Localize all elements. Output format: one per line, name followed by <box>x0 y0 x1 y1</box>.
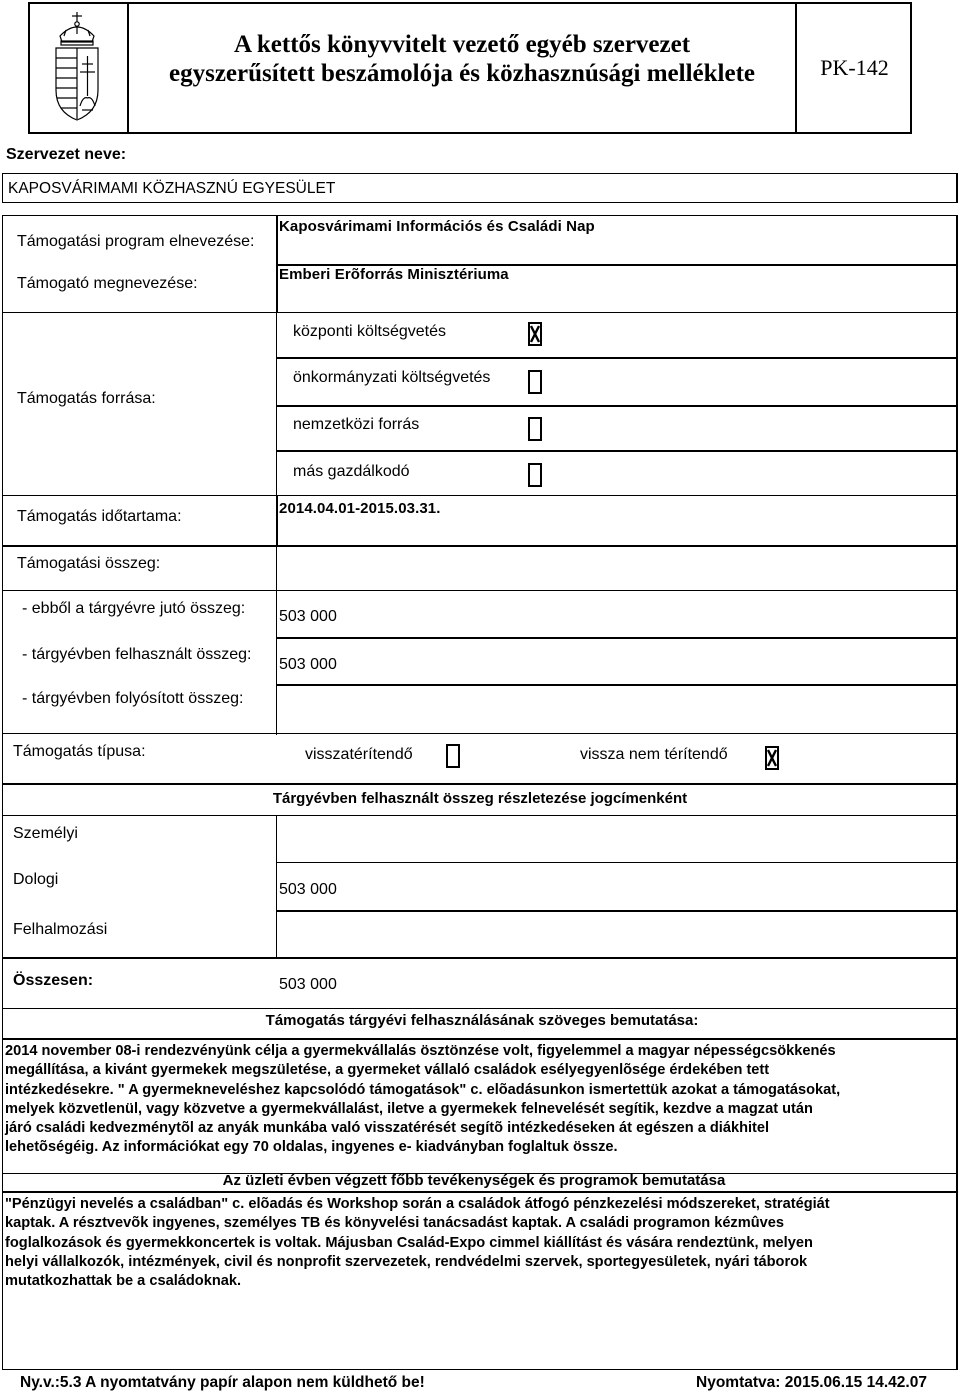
source-central-checkbox[interactable] <box>528 322 542 346</box>
coat-of-arms-icon <box>46 6 108 124</box>
usage-line: járó családi kedvezménytõl az anyák munkába való visszatérését segítõ intézkedéseken át egészen a diákhitel <box>5 1120 770 1137</box>
source-option-central: központi költségvetés <box>293 323 446 340</box>
activities-text <box>5 1195 830 1291</box>
year-amount-value: 503 000 <box>279 608 337 625</box>
form-code: PK-142 <box>820 55 889 80</box>
activities-line: helyi vállalkozók, intézmények, civil és nonprofit szervezetek, rendvédelmi szervek, sportegyesületek, nyári táborok <box>5 1253 808 1270</box>
usage-text <box>5 1042 840 1158</box>
type-refundable-checkbox[interactable] <box>446 744 460 768</box>
org-label: Szervezet neve: <box>6 146 127 163</box>
activities-line: foglalkozások és gyermekkoncertek is voltak. Májusban Család-Expo cimmel kiállítást és vására rendeztünk, melyen <box>5 1234 813 1251</box>
checkmark-x-icon <box>767 748 777 768</box>
footer-print-timestamp: Nyomtatva: 2015.06.15 14.42.07 <box>696 1374 927 1391</box>
source-municipal-checkbox[interactable] <box>528 370 542 394</box>
breakdown-total-value: 503 000 <box>279 976 337 993</box>
activities-line: mutatkozhattak be a családoknak. <box>5 1273 242 1290</box>
duration-label: Támogatás időtartama: <box>17 508 182 525</box>
usage-heading: Támogatás tárgyévi felhasználásának szöveges bemutatása: <box>265 1012 699 1029</box>
usage-line: lehetõségéig. Az információkat egy 70 oldalas, ingyenes e- kiadványban foglaltuk össze. <box>5 1139 618 1156</box>
accumulation-label: Felhalmozási <box>13 921 108 938</box>
program-name-value: Kaposvárimami Információs és Családi Nap <box>279 218 595 235</box>
type-label: Támogatás típusa: <box>13 743 146 760</box>
sponsor-value: Emberi Erõforrás Minisztériuma <box>279 266 509 283</box>
duration-value: 2014.04.01-2015.03.31. <box>279 500 441 517</box>
sponsor-label: Támogató megnevezése: <box>17 275 198 292</box>
breakdown-heading: Tárgyévben felhasznált összeg részletezése jogcímenként <box>272 790 688 807</box>
paid-amount-label: - tárgyévben folyósított összeg: <box>22 690 244 707</box>
usage-line: 2014 november 08-i rendezvényünk célja a gyermekvállalás ösztönzése volt, figyelemmel a magyar népességcsökkenés <box>5 1043 836 1059</box>
source-international-checkbox[interactable] <box>528 417 542 441</box>
org-name: KAPOSVÁRIMAMI KÖZHASZNÚ EGYESÜLET <box>8 180 336 197</box>
activities-line: kaptak. A résztvevõk ingyenes, személyes TB és könyvelési tanácsadást kaptak. A családi programon kézmûves <box>5 1215 784 1232</box>
personal-label: Személyi <box>13 825 78 842</box>
activities-line: "Pénzügyi nevelés a családban" c. elõadás és Workshop során a családok átfogó pénzkezelési módszereket, stratégiát <box>5 1196 830 1212</box>
source-label: Támogatás forrása: <box>17 390 156 407</box>
source-option-other-business: más gazdálkodó <box>293 463 410 480</box>
usage-line: intézkedésekre. " A gyermekneveléshez kapcsolódó támogatások" c. elõadásunkon ismertettük azokat a támogatásokat, <box>5 1081 841 1098</box>
program-name-label: Támogatási program elnevezése: <box>17 233 255 250</box>
source-option-international: nemzetközi forrás <box>293 416 420 433</box>
usage-line: melyek közvetlenül, vagy közvetve a gyermekvállalást, iletve a gyermekek felnevelését segítik, kezdve a magzat után <box>5 1100 813 1117</box>
footer-version-note: Ny.v.:5.3 A nyomtatvány papír alapon nem küldhető be! <box>20 1374 425 1391</box>
material-value: 503 000 <box>279 881 337 898</box>
form-title <box>130 30 794 88</box>
breakdown-total-label: Összesen: <box>13 972 94 989</box>
source-other-business-checkbox[interactable] <box>528 463 542 487</box>
material-label: Dologi <box>13 871 59 888</box>
type-nonrefundable-checkbox[interactable] <box>765 746 779 770</box>
source-option-municipal: önkormányzati költségvetés <box>293 369 491 386</box>
activities-heading: Az üzleti évben végzett főbb tevékenységek és programok bemutatása <box>222 1172 726 1189</box>
used-amount-label: - tárgyévben felhasznált összeg: <box>22 646 252 663</box>
usage-line: megállítása, a kivánt gyermekek megszületése, a gyermeket vállaló családok esélyegyenlõsége érdekében tett <box>5 1062 770 1079</box>
used-amount-value: 503 000 <box>279 656 337 673</box>
form-title-line2: egyszerűsített beszámolója és közhasznúsági melléklete <box>169 60 755 87</box>
checkmark-x-icon <box>530 324 540 344</box>
type-refundable-label: visszatérítendő <box>305 746 413 763</box>
year-amount-label: - ebből a tárgyévre jutó összeg: <box>22 600 246 617</box>
form-title-line1: A kettős könyvvitelt vezető egyéb szervezet <box>233 31 691 58</box>
total-amount-label: Támogatási összeg: <box>17 555 161 572</box>
type-nonrefundable-label: vissza nem térítendő <box>580 746 728 763</box>
